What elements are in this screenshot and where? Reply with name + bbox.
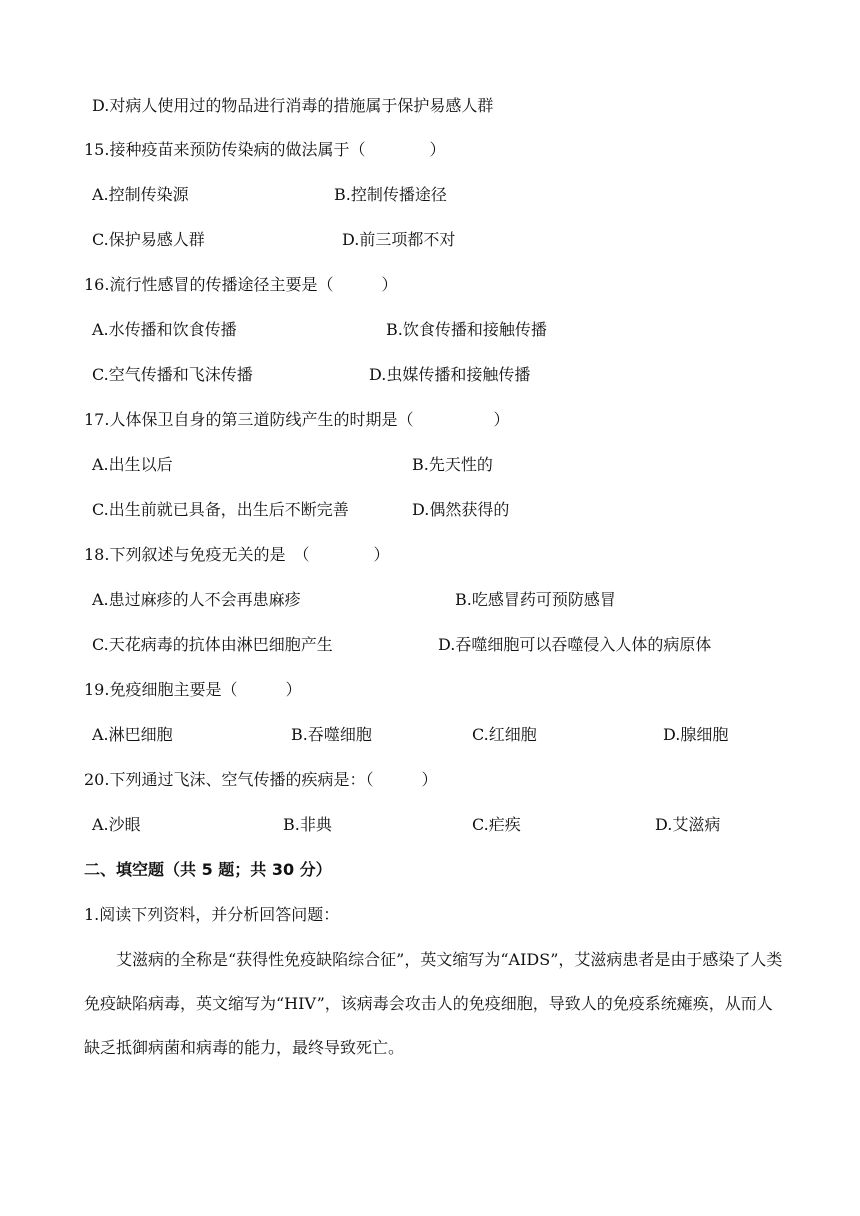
q20-option-d: D.艾滋病 [655,815,721,834]
q15-option-c: C.保护易感人群 [92,230,205,249]
q17-stem: 17.人体保卫自身的第三道防线产生的时期是（ ） [84,410,510,429]
q19-option-a: A.淋巴细胞 [92,725,173,744]
q17-option-b: B.先天性的 [412,455,493,474]
q20-option-a: A.沙眼 [92,815,141,834]
q15-option-d: D.前三项都不对 [342,230,456,249]
q18-option-a: A.患过麻疹的人不会再患麻疹 [92,590,301,609]
q18-option-c: C.天花病毒的抗体由淋巴细胞产生 [92,635,333,654]
q20-option-b: B.非典 [283,815,332,834]
q18-stem: 18.下列叙述与免疫无关的是 （ ） [84,545,390,564]
q16-option-c: C.空气传播和飞沫传播 [92,365,253,384]
q17-option-c: C.出生前就已具备，出生后不断完善 [92,500,349,519]
q14-option-d: D.对病人使用过的物品进行消毒的措施属于保护易感人群 [92,96,494,115]
section-heading: 二、填空题（共 5 题；共 30 分） [84,860,332,879]
q19-option-c: C.红细胞 [472,725,537,744]
q15-stem: 15.接种疫苗来预防传染病的做法属于（ ） [84,140,446,159]
q19-stem: 19.免疫细胞主要是（ ） [84,680,302,699]
q17-option-d: D.偶然获得的 [412,500,510,519]
q20-option-c: C.疟疾 [472,815,521,834]
q18-option-d: D.吞噬细胞可以吞噬侵入人体的病原体 [438,635,712,654]
q17-option-a: A.出生以后 [92,455,173,474]
q20-stem: 20.下列通过飞沫、空气传播的疾病是：（ ） [84,770,438,789]
q15-option-b: B.控制传播途径 [334,185,447,204]
q16-option-d: D.虫媒传播和接触传播 [369,365,531,384]
q19-option-b: B.吞噬细胞 [291,725,372,744]
fill-q1-stem: 1.阅读下列资料，并分析回答问题： [84,905,340,924]
q16-option-a: A.水传播和饮食传播 [92,320,237,339]
q15-option-a: A.控制传染源 [92,185,189,204]
fill-q1-passage: 艾滋病的全称是“获得性免疫缺陷综合征”，英文缩写为“AIDS”，艾滋病患者是由于感染了人类免疫缺陷病毒，英文缩写为“HIV”，该病毒会攻击人的免疫细胞，导致人的免疫系统瘫痪，从而人缺乏抵御病菌和病毒的能力，最终导致死亡。 [84,950,783,1057]
q18-option-b: B.吃感冒药可预防感冒 [455,590,616,609]
q16-option-b: B.饮食传播和接触传播 [386,320,547,339]
q16-stem: 16.流行性感冒的传播途径主要是（ ） [84,275,398,294]
q19-option-d: D.腺细胞 [663,725,729,744]
